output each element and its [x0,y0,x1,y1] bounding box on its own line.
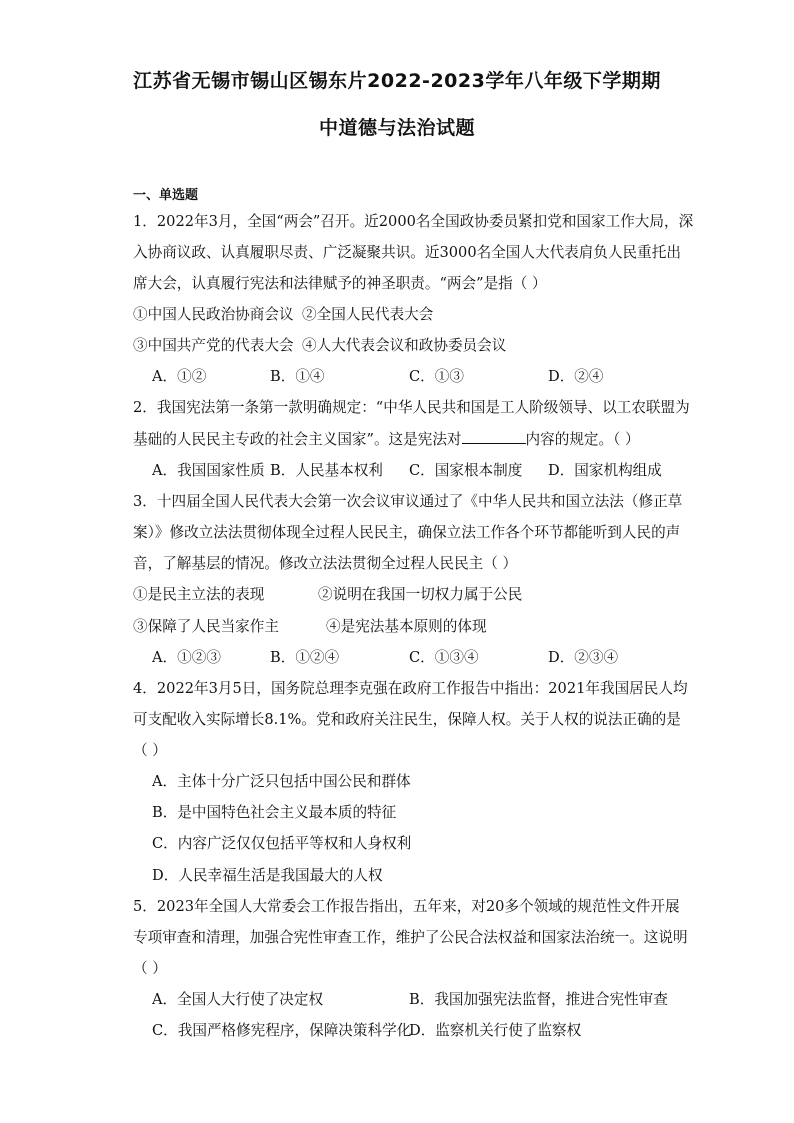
q1-option-b[interactable]: B．①④ [270,368,325,385]
q2-stem-line-2 [133,429,640,450]
q2-option-b[interactable]: B．人民基本权利 [270,462,383,479]
q3-option-b[interactable]: B．①②④ [270,649,340,666]
q1-statement-4: ④人大代表会议和政协委员会议 [302,337,507,354]
q3-statement-2: ②说明在我国一切权力属于公民 [318,586,523,603]
q4-option-a[interactable]: A．主体十分广泛只包括中国公民和群体 [152,773,411,790]
q1-statement-3: ③中国共产党的代表大会 [133,337,294,354]
q3-stem-line-2: 案）》修改立法法贯彻体现全过程人民民主，确保立法工作各个环节都能听到人民的声 [133,524,681,541]
q4-option-d[interactable]: D．人民幸福生活是我国最大的人权 [152,867,383,884]
q3-stem-line-3: 音，了解基层的情况。修改立法法贯彻全过程人民民主（ ） [133,555,518,572]
q5-option-d[interactable]: D．监察机关行使了监察权 [409,1022,582,1039]
q3-option-a[interactable]: A．①②③ [152,649,221,666]
q4-option-b[interactable]: B．是中国特色社会主义最本质的特征 [152,804,397,821]
q1-option-a[interactable]: A．①② [152,368,207,385]
q2-stem-line-1: 2．我国宪法第一条第一款明确规定：“中华人民共和国是工人阶级领导、以工农联盟为 [133,399,690,416]
q4-option-c[interactable]: C．内容广泛仅仅包括平等权和人身权利 [152,835,412,852]
q5-option-b[interactable]: B．我国加强宪法监督，推进合宪性审查 [409,991,668,1008]
q3-statement-3: ③保障了人民当家作主 [133,618,279,635]
q5-option-c[interactable]: C．我国严格修宪程序，保障决策科学化 [152,1022,412,1039]
q2-answer-blank [462,429,526,444]
q2-option-d[interactable]: D．国家机构组成 [548,462,662,479]
title-line-1: 江苏省无锡市锡山区锡东片2022-2023学年八年级下学期期 [133,70,661,92]
q1-statement-2: ②全国人民代表大会 [302,306,434,323]
q1-statement-1: ①中国人民政治协商会议 [133,306,294,323]
q1-stem-line-2: 入协商议政、认真履职尽责、广泛凝聚共识。近3000名全国人大代表肩负人民重托出 [133,244,681,261]
q4-stem-line-3: （ ） [133,742,167,759]
q5-stem-line-3: （ ） [133,960,167,977]
q5-stem-line-1: 5．2023年全国人大常委会工作报告指出，五年来，对20多个领域的规范性文件开展 [133,898,680,915]
q3-statement-1: ①是民主立法的表现 [133,586,265,603]
q4-stem-line-1: 4．2022年3月5日，国务院总理李克强在政府工作报告中指出：2021年我国居民人均 [133,680,688,697]
q2-option-c[interactable]: C．国家根本制度 [409,462,523,479]
q3-option-d[interactable]: D．②③④ [548,649,619,666]
q2-option-a[interactable]: A．我国国家性质 [152,462,265,479]
q3-stem-line-1: 3．十四届全国人民代表大会第一次会议审议通过了《中华人民共和国立法法（修正草 [133,493,683,510]
q4-stem-line-2: 可支配收入实际增长8.1%。党和政府关注民生，保障人权。关于人权的说法正确的是 [133,711,681,728]
q2-stem-line-2b: 内容的规定。（ ） [525,431,640,448]
q5-stem-line-2: 专项审查和清理，加强合宪性审查工作，维护了公民合法权益和国家法治统一。这说明 [133,929,688,946]
section-heading: 一、单选题 [133,188,199,203]
q1-stem-line-1: 1．2022年3月，全国“两会”召开。近2000名全国政协委员紧扣党和国家工作大局，深 [133,213,694,230]
q3-statement-4: ④是宪法基本原则的体现 [326,618,487,635]
title-line-2: 中道德与法治试题 [318,117,475,139]
q1-option-d[interactable]: D．②④ [548,368,604,385]
q2-stem-line-2a: 基础的人民民主专政的社会主义国家”。这是宪法对 [133,431,462,448]
q1-option-c[interactable]: C．①③ [409,368,464,385]
q3-option-c[interactable]: C．①③④ [409,649,479,666]
q1-stem-line-3: 席大会，认真履行宪法和法律赋予的神圣职责。“两会”是指（ ） [133,275,547,292]
q5-option-a[interactable]: A．全国人大行使了决定权 [152,991,324,1008]
